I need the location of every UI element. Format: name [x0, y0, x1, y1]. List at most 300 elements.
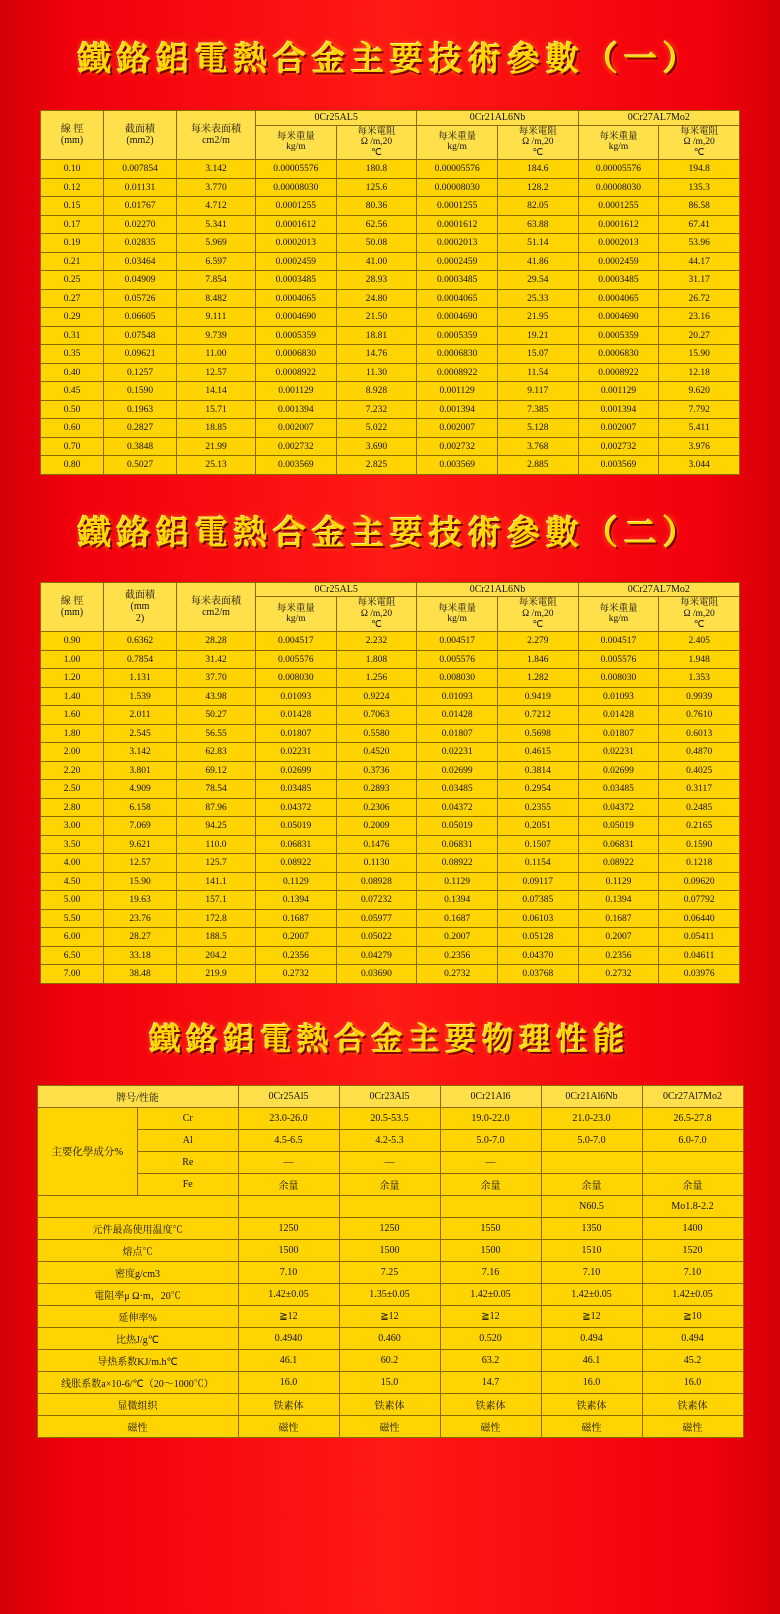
table-cell: 19.21 [497, 326, 578, 345]
table-cell: 0.00005576 [578, 160, 659, 179]
table-cell: 0.3848 [104, 437, 177, 456]
table-cell: 0.6362 [104, 632, 177, 651]
table-row [41, 835, 740, 854]
table-row [37, 1261, 743, 1283]
table-cell: 0.1687 [256, 909, 337, 928]
table-cell: 87.96 [177, 798, 256, 817]
table-cell: 43.98 [177, 687, 256, 706]
table-cell: 26.5-27.8 [642, 1107, 743, 1129]
table-cell: 69.12 [177, 761, 256, 780]
table-row [41, 946, 740, 965]
table-row [41, 780, 740, 799]
table-cell: 14.76 [336, 345, 417, 364]
table-cell: 4.909 [104, 780, 177, 799]
table-cell: 29.54 [497, 271, 578, 290]
page-title-1: 鐵鉻鋁電熱合金主要技術參數（一） [78, 42, 702, 78]
table-cell: 0.2485 [659, 798, 740, 817]
table-cell: 78.54 [177, 780, 256, 799]
table-cell: 0.01428 [256, 706, 337, 725]
table-cell: 19.63 [104, 891, 177, 910]
table-cell: 磁性 [339, 1415, 440, 1437]
table-cell: 0.35 [41, 345, 104, 364]
table-cell: 0.0003485 [417, 271, 498, 290]
table-cell: 0.1687 [578, 909, 659, 928]
table-cell: 1.00 [41, 650, 104, 669]
page-title-2: 鐵鉻鋁電熱合金主要技術參數（二） [78, 515, 702, 552]
composition-label: 主要化學成分% [37, 1107, 138, 1195]
table-row [41, 363, 740, 382]
table-cell: 0.001394 [256, 400, 337, 419]
table-cell: 0.3814 [497, 761, 578, 780]
table-cell: 0.2306 [336, 798, 417, 817]
table-cell: 0.0001612 [417, 215, 498, 234]
table-cell: 0.00008030 [417, 178, 498, 197]
tech-params-table-2 [40, 582, 740, 984]
table-row [41, 437, 740, 456]
table-cell: 2.545 [104, 724, 177, 743]
table-cell: 9.621 [104, 835, 177, 854]
table-cell: 0.01767 [104, 197, 177, 216]
table-cell: 0.1154 [497, 854, 578, 873]
table-cell: 2.885 [497, 456, 578, 475]
table-cell: 0.02231 [578, 743, 659, 762]
table-cell: 5.00 [41, 891, 104, 910]
table-cell: 0.1963 [104, 400, 177, 419]
table-row [37, 1239, 743, 1261]
table-cell: 0.2732 [256, 965, 337, 984]
table-cell: 1.42±0.05 [541, 1283, 642, 1305]
table-cell [541, 1151, 642, 1173]
table-cell: 0.001394 [417, 400, 498, 419]
table-cell: 18.85 [177, 419, 256, 438]
table-cell: 0.002732 [256, 437, 337, 456]
table-cell: 1.80 [41, 724, 104, 743]
table-cell: 204.2 [177, 946, 256, 965]
table-cell: 0.31 [41, 326, 104, 345]
table-cell: 9.117 [497, 382, 578, 401]
table-cell: 0.3736 [336, 761, 417, 780]
table-cell: 0.008030 [256, 669, 337, 688]
table-cell: 0.005576 [256, 650, 337, 669]
table-row [41, 632, 740, 651]
table-cell: 0.21 [41, 252, 104, 271]
table-cell: 7.10 [642, 1261, 743, 1283]
table-cell: 80.36 [336, 197, 417, 216]
element-label: Fe [138, 1173, 239, 1195]
table-cell: 0.05128 [497, 928, 578, 947]
table-cell: 67.41 [659, 215, 740, 234]
table-cell: 9.620 [659, 382, 740, 401]
table-cell: 4.712 [177, 197, 256, 216]
col-wire-diameter: 線 徑 (mm) [41, 582, 104, 631]
table-cell: 62.56 [336, 215, 417, 234]
element-label: Al [138, 1129, 239, 1151]
table-row [41, 650, 740, 669]
table-cell: 0.05726 [104, 289, 177, 308]
table-cell: 0.9224 [336, 687, 417, 706]
table-cell: 0.10 [41, 160, 104, 179]
table-cell: 0.15 [41, 197, 104, 216]
col-resistance-1: 每米電阻 Ω /m,20 ℃ [336, 597, 417, 632]
table-cell: 28.28 [177, 632, 256, 651]
table-row [37, 1415, 743, 1437]
table-cell: 1550 [440, 1217, 541, 1239]
table-cell: 194.8 [659, 160, 740, 179]
table-cell: — [238, 1151, 339, 1173]
table-cell: 1.353 [659, 669, 740, 688]
table-cell: 1500 [238, 1239, 339, 1261]
table-cell: 0.02835 [104, 234, 177, 253]
table-cell: 8.482 [177, 289, 256, 308]
table-cell: 0.03768 [497, 965, 578, 984]
table-cell: 0.9939 [659, 687, 740, 706]
table-cell: 0.002007 [417, 419, 498, 438]
table-cell: 0.494 [642, 1327, 743, 1349]
table-row [41, 252, 740, 271]
table-cell: 25.33 [497, 289, 578, 308]
table-cell: 0.0002459 [417, 252, 498, 271]
table-row [41, 215, 740, 234]
table-cell: 0.002732 [578, 437, 659, 456]
table-cell: 125.6 [336, 178, 417, 197]
table-cell: 0.2356 [417, 946, 498, 965]
table-cell: 7.00 [41, 965, 104, 984]
table-cell: 0.3117 [659, 780, 740, 799]
table-cell: 0.05022 [336, 928, 417, 947]
table-cell: 0.2893 [336, 780, 417, 799]
table-cell: 3.976 [659, 437, 740, 456]
table-cell: 0.4615 [497, 743, 578, 762]
table-cell: 0.1476 [336, 835, 417, 854]
property-label: 電阻率μ Ω·m，20℃ [37, 1283, 238, 1305]
table-row [37, 1151, 743, 1173]
table-cell: 3.044 [659, 456, 740, 475]
property-label: 导热系数KJ/m.h℃ [37, 1349, 238, 1371]
table-cell: 53.96 [659, 234, 740, 253]
table-cell: 0.08922 [417, 854, 498, 873]
table-cell: 0.0002459 [256, 252, 337, 271]
table-cell: 0.01093 [417, 687, 498, 706]
table-cell: 0.04372 [578, 798, 659, 817]
table-cell: 5.0-7.0 [440, 1129, 541, 1151]
table-cell: 11.00 [177, 345, 256, 364]
blank-label [37, 1195, 238, 1217]
table-cell: 6.00 [41, 928, 104, 947]
table-cell: 0.2827 [104, 419, 177, 438]
table-cell: 0.19 [41, 234, 104, 253]
table-cell: 0.02699 [417, 761, 498, 780]
table-cell: 0.09621 [104, 345, 177, 364]
col-alloy-0cr21al6nb: 0Cr21AL6Nb [417, 582, 578, 597]
table-cell: 14.14 [177, 382, 256, 401]
table-cell: 15.71 [177, 400, 256, 419]
table-cell: 0.7854 [104, 650, 177, 669]
table-cell: 0.2007 [256, 928, 337, 947]
table-cell: 余量 [339, 1173, 440, 1195]
table-cell: 0.05019 [417, 817, 498, 836]
table-cell: 18.81 [336, 326, 417, 345]
table-cell: 0.001129 [417, 382, 498, 401]
alloy-header-2: 0Cr21Al6 [440, 1085, 541, 1107]
element-label: Cr [138, 1107, 239, 1129]
table-cell: 1350 [541, 1217, 642, 1239]
table-cell: 0.0001612 [578, 215, 659, 234]
table-cell: 0.0004065 [578, 289, 659, 308]
table-cell: 86.58 [659, 197, 740, 216]
table-cell: 0.001394 [578, 400, 659, 419]
table-cell: 0.0006830 [578, 345, 659, 364]
table-cell: 0.0004065 [417, 289, 498, 308]
table-cell: 7.069 [104, 817, 177, 836]
table-cell: 1.42±0.05 [642, 1283, 743, 1305]
table-row [41, 724, 740, 743]
table-cell: 5.128 [497, 419, 578, 438]
table-cell: 12.18 [659, 363, 740, 382]
table-cell: 0.003569 [417, 456, 498, 475]
table-cell: 7.10 [541, 1261, 642, 1283]
table-cell: 0.0006830 [417, 345, 498, 364]
table-cell: 2.825 [336, 456, 417, 475]
table-cell: — [440, 1151, 541, 1173]
table-cell: 0.0002013 [578, 234, 659, 253]
table-cell: 4.00 [41, 854, 104, 873]
table-cell: 45.2 [642, 1349, 743, 1371]
table1-head [41, 111, 740, 160]
table-cell: 0.29 [41, 308, 104, 327]
table-cell: 0.1394 [578, 891, 659, 910]
table-cell: 5.341 [177, 215, 256, 234]
table-cell: 0.02699 [256, 761, 337, 780]
table-cell: 3.690 [336, 437, 417, 456]
table-cell: 1500 [440, 1239, 541, 1261]
table-cell: 0.2355 [497, 798, 578, 817]
table-cell: 2.50 [41, 780, 104, 799]
table-cell: 0.008030 [417, 669, 498, 688]
table-cell: 1.539 [104, 687, 177, 706]
table-cell: 0.01807 [256, 724, 337, 743]
table-cell: 0.06440 [659, 909, 740, 928]
table-cell: 0.07548 [104, 326, 177, 345]
table-row [41, 761, 740, 780]
table-cell: 余量 [642, 1173, 743, 1195]
table-cell: 1.846 [497, 650, 578, 669]
table-cell: 磁性 [541, 1415, 642, 1437]
col-alloy-0cr27al7mo2: 0Cr27AL7Mo2 [578, 582, 739, 597]
table-cell: 0.0008922 [578, 363, 659, 382]
table-cell: 25.13 [177, 456, 256, 475]
table-row [41, 289, 740, 308]
table-cell: 0.003569 [256, 456, 337, 475]
table-cell: 余量 [238, 1173, 339, 1195]
table-cell: 0.002007 [256, 419, 337, 438]
tech-params-table-1 [40, 110, 740, 475]
table-cell: 41.86 [497, 252, 578, 271]
table-cell: 0.45 [41, 382, 104, 401]
table-header-row [37, 1085, 743, 1107]
table-cell: 3.770 [177, 178, 256, 197]
table-row [41, 400, 740, 419]
property-label: 元件最高使用温度℃ [37, 1217, 238, 1239]
table-cell: 0.004517 [256, 632, 337, 651]
table-cell [642, 1151, 743, 1173]
table-cell: 0.002732 [417, 437, 498, 456]
col-resistance-3: 每米電阻 Ω /m,20 ℃ [659, 597, 740, 632]
table-cell: 0.7063 [336, 706, 417, 725]
table-cell: 0.0003485 [256, 271, 337, 290]
table-cell: 0.08928 [336, 872, 417, 891]
table-cell: 0.02699 [578, 761, 659, 780]
table-cell: 0.2007 [417, 928, 498, 947]
table-cell: 219.9 [177, 965, 256, 984]
table-cell: 51.14 [497, 234, 578, 253]
table-cell: 125.7 [177, 854, 256, 873]
table-row [37, 1327, 743, 1349]
table-cell: 0.06831 [256, 835, 337, 854]
table-row [41, 872, 740, 891]
table-cell: 3.50 [41, 835, 104, 854]
table-cell: 44.17 [659, 252, 740, 271]
table-row [37, 1393, 743, 1415]
table-cell: 188.5 [177, 928, 256, 947]
table-cell: 0.03485 [578, 780, 659, 799]
table-row [41, 743, 740, 762]
table-cell: 0.07385 [497, 891, 578, 910]
alloy-header-3: 0Cr21Al6Nb [541, 1085, 642, 1107]
table-cell: 1.282 [497, 669, 578, 688]
table-cell: 0.01093 [256, 687, 337, 706]
property-label: 比热J/g℃ [37, 1327, 238, 1349]
table-cell: 0.1590 [104, 382, 177, 401]
table-cell: 0.09620 [659, 872, 740, 891]
table-cell: 0.05977 [336, 909, 417, 928]
table-cell: 0.01428 [578, 706, 659, 725]
table-cell: 0.0004690 [578, 308, 659, 327]
table-cell: 5.0-7.0 [541, 1129, 642, 1151]
table-cell: 7.25 [339, 1261, 440, 1283]
table-cell: 0.0005359 [417, 326, 498, 345]
table-cell: ≧12 [339, 1305, 440, 1327]
table-cell: 0.003569 [578, 456, 659, 475]
table-cell: 2.279 [497, 632, 578, 651]
table-cell: 11.30 [336, 363, 417, 382]
table-row [37, 1305, 743, 1327]
table-cell: 0.0001255 [256, 197, 337, 216]
table-cell: 12.57 [177, 363, 256, 382]
table-cell: 0.25 [41, 271, 104, 290]
table-row [37, 1371, 743, 1393]
table-cell: 0.4025 [659, 761, 740, 780]
element-label: Re [138, 1151, 239, 1173]
table-cell: 0.4870 [659, 743, 740, 762]
col-cross-section: 截面積 (mm 2) [104, 582, 177, 631]
table-cell: 0.2009 [336, 817, 417, 836]
table-cell: 铁素体 [440, 1393, 541, 1415]
table-cell: 2.80 [41, 798, 104, 817]
table-cell: 0.0006830 [256, 345, 337, 364]
table-cell: 0.02231 [256, 743, 337, 762]
table-cell: 0.7212 [497, 706, 578, 725]
table-cell: 12.57 [104, 854, 177, 873]
table-cell: 5.969 [177, 234, 256, 253]
alloy-header-4: 0Cr27Al7Mo2 [642, 1085, 743, 1107]
table-cell: 15.07 [497, 345, 578, 364]
table-cell: 0.0001612 [256, 215, 337, 234]
table-cell: 23.16 [659, 308, 740, 327]
table-cell: 0.494 [541, 1327, 642, 1349]
table-cell: 0.00005576 [417, 160, 498, 179]
table-row [41, 419, 740, 438]
table-cell: 172.8 [177, 909, 256, 928]
physical-properties-table [37, 1085, 744, 1438]
table-cell: 0.04279 [336, 946, 417, 965]
table-cell: 磁性 [642, 1415, 743, 1437]
table-row [41, 706, 740, 725]
table-cell: 37.70 [177, 669, 256, 688]
table-cell: 50.27 [177, 706, 256, 725]
table-cell: Mo1.8-2.2 [642, 1195, 743, 1217]
corner-header: 牌号/性能 [37, 1085, 238, 1107]
table-cell: 0.04370 [497, 946, 578, 965]
bottom-spacer [0, 1438, 780, 1456]
table-cell: 4.5-6.5 [238, 1129, 339, 1151]
col-weight-3: 每米重量 kg/m [578, 597, 659, 632]
table2-body [41, 632, 740, 984]
table-cell: 7.792 [659, 400, 740, 419]
table-cell: N60.5 [541, 1195, 642, 1217]
table-cell: 1.256 [336, 669, 417, 688]
table-cell: 26.72 [659, 289, 740, 308]
table-cell: 1250 [339, 1217, 440, 1239]
table-row [41, 178, 740, 197]
col-resistance-3: 每米電阻 Ω /m,20 ℃ [659, 125, 740, 160]
table-cell: 5.022 [336, 419, 417, 438]
table-cell: 41.00 [336, 252, 417, 271]
table-cell: 0.1129 [578, 872, 659, 891]
table1-header-row-1 [41, 111, 740, 126]
table-cell: 0.2356 [578, 946, 659, 965]
table-cell: 0.0003485 [578, 271, 659, 290]
table-cell: 7.385 [497, 400, 578, 419]
table-cell: 0.008030 [578, 669, 659, 688]
table-cell: ≧10 [642, 1305, 743, 1327]
table-cell: 5.50 [41, 909, 104, 928]
table-cell: 9.739 [177, 326, 256, 345]
table-cell: 0.0005359 [578, 326, 659, 345]
table-cell: 63.2 [440, 1349, 541, 1371]
table-cell: 15.90 [104, 872, 177, 891]
col-weight-2: 每米重量 kg/m [417, 125, 498, 160]
table-cell: 31.42 [177, 650, 256, 669]
table-cell: 33.18 [104, 946, 177, 965]
col-weight-2: 每米重量 kg/m [417, 597, 498, 632]
table-cell: 2.232 [336, 632, 417, 651]
table-cell: 0.08922 [256, 854, 337, 873]
table-cell: 1.808 [336, 650, 417, 669]
property-label: 密度g/cm3 [37, 1261, 238, 1283]
table-cell [339, 1195, 440, 1217]
table-row [41, 687, 740, 706]
table-row [41, 965, 740, 984]
table-cell: 2.00 [41, 743, 104, 762]
table-cell: 82.05 [497, 197, 578, 216]
table-cell: 157.1 [177, 891, 256, 910]
table-cell: 0.005576 [578, 650, 659, 669]
table-row [41, 345, 740, 364]
table-cell: ≧12 [238, 1305, 339, 1327]
table-cell: 7.854 [177, 271, 256, 290]
table-cell: 50.08 [336, 234, 417, 253]
table-cell: 0.2356 [256, 946, 337, 965]
